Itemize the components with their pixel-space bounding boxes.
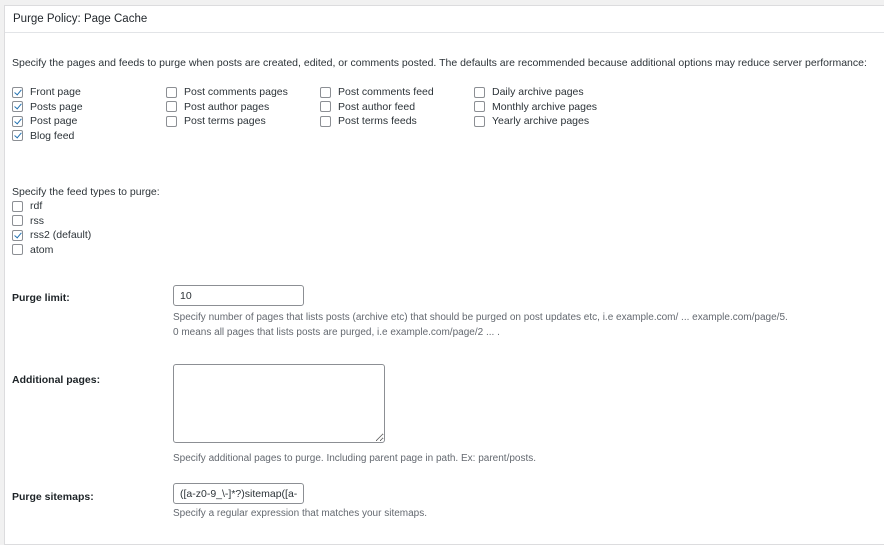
purge-limit-input[interactable]: [173, 285, 304, 306]
checkbox-monthly-archive-pages[interactable]: [474, 100, 597, 115]
checkbox-label: Posts page: [30, 100, 83, 113]
checkbox-feed-rss[interactable]: [12, 214, 91, 229]
checkbox-icon[interactable]: [474, 116, 485, 127]
feed-types-title: Specify the feed types to purge:: [12, 186, 160, 198]
additional-pages-desc: Specify additional pages to purge. Including parent page in path. Ex: parent/posts.: [173, 453, 537, 464]
checkbox-checked-icon[interactable]: [12, 101, 23, 112]
checkbox-label: rss2 (default): [30, 229, 92, 242]
pages-column-2: [166, 85, 288, 129]
additional-pages-textarea[interactable]: [173, 364, 385, 443]
panel-title: Purge Policy: Page Cache: [5, 6, 884, 33]
checkbox-daily-archive-pages[interactable]: [474, 85, 597, 100]
additional-pages-label: Additional pages:: [12, 374, 101, 386]
intro-text: Specify the pages and feeds to purge when posts are created, edited, or comments posted. The defaults are recommended because additional options may reduce server performance:: [12, 57, 867, 69]
purge-limit-desc-2: 0 means all pages that lists posts are purged, i.e example.com/page/2 ... .: [173, 327, 500, 338]
checkbox-icon[interactable]: [474, 101, 485, 112]
checkbox-label: Post page: [30, 115, 78, 128]
purge-sitemaps-desc: Specify a regular expression that matches your sitemaps.: [173, 508, 428, 519]
checkbox-icon[interactable]: [166, 116, 177, 127]
checkbox-checked-icon[interactable]: [12, 130, 23, 141]
checkbox-front-page[interactable]: [12, 85, 83, 100]
checkbox-label: Post terms feeds: [338, 115, 417, 128]
checkbox-post-comments-feed[interactable]: [320, 85, 434, 100]
checkbox-label: rss: [30, 214, 44, 227]
checkbox-label: rdf: [30, 200, 43, 213]
purge-limit-label: Purge limit:: [12, 292, 70, 304]
feed-types-list: [12, 199, 91, 257]
purge-limit-desc-1: Specify number of pages that lists posts (archive etc) that should be purged on post updates etc, i.e example.com/ ... example.com/page/5.: [173, 312, 788, 323]
checkbox-post-terms-feeds[interactable]: [320, 114, 434, 129]
checkbox-blog-feed[interactable]: [12, 129, 83, 144]
checkbox-icon[interactable]: [166, 87, 177, 98]
checkbox-checked-icon[interactable]: [12, 87, 23, 98]
checkbox-label: Post author pages: [184, 100, 270, 113]
checkbox-post-author-feed[interactable]: [320, 100, 434, 115]
checkbox-feed-rss2[interactable]: [12, 228, 91, 243]
checkbox-checked-icon[interactable]: [12, 116, 23, 127]
checkbox-icon[interactable]: [12, 201, 23, 212]
checkbox-icon[interactable]: [320, 87, 331, 98]
checkbox-post-terms-pages[interactable]: [166, 114, 288, 129]
purge-sitemaps-label: Purge sitemaps:: [12, 491, 94, 503]
checkbox-label: Monthly archive pages: [492, 100, 598, 113]
checkbox-label: Yearly archive pages: [492, 115, 590, 128]
checkbox-yearly-archive-pages[interactable]: [474, 114, 597, 129]
checkbox-post-page[interactable]: [12, 114, 83, 129]
checkbox-label: Post comments feed: [338, 86, 434, 99]
checkbox-post-comments-pages[interactable]: [166, 85, 288, 100]
purge-limit-field: [173, 285, 788, 340]
checkbox-label: Post author feed: [338, 100, 416, 113]
additional-pages-field: [173, 364, 536, 466]
checkbox-feed-rdf[interactable]: [12, 199, 91, 214]
checkbox-label: Post comments pages: [184, 86, 288, 99]
checkbox-label: Post terms pages: [184, 115, 266, 128]
checkbox-icon[interactable]: [12, 215, 23, 226]
checkbox-label: Daily archive pages: [492, 86, 584, 99]
checkbox-icon[interactable]: [12, 244, 23, 255]
purge-policy-panel: [4, 5, 884, 545]
checkbox-checked-icon[interactable]: [12, 230, 23, 241]
pages-column-3: [320, 85, 434, 129]
pages-column-1: [12, 85, 83, 143]
checkbox-label: atom: [30, 243, 54, 256]
pages-column-4: [474, 85, 597, 129]
checkbox-feed-atom[interactable]: [12, 243, 91, 258]
purge-sitemaps-field: [173, 483, 427, 521]
checkbox-label: Blog feed: [30, 129, 75, 142]
purge-sitemaps-input[interactable]: [173, 483, 304, 504]
checkbox-label: Front page: [30, 86, 81, 99]
checkbox-icon[interactable]: [166, 101, 177, 112]
checkbox-posts-page[interactable]: [12, 100, 83, 115]
checkbox-icon[interactable]: [474, 87, 485, 98]
checkbox-post-author-pages[interactable]: [166, 100, 288, 115]
checkbox-icon[interactable]: [320, 116, 331, 127]
checkbox-icon[interactable]: [320, 101, 331, 112]
